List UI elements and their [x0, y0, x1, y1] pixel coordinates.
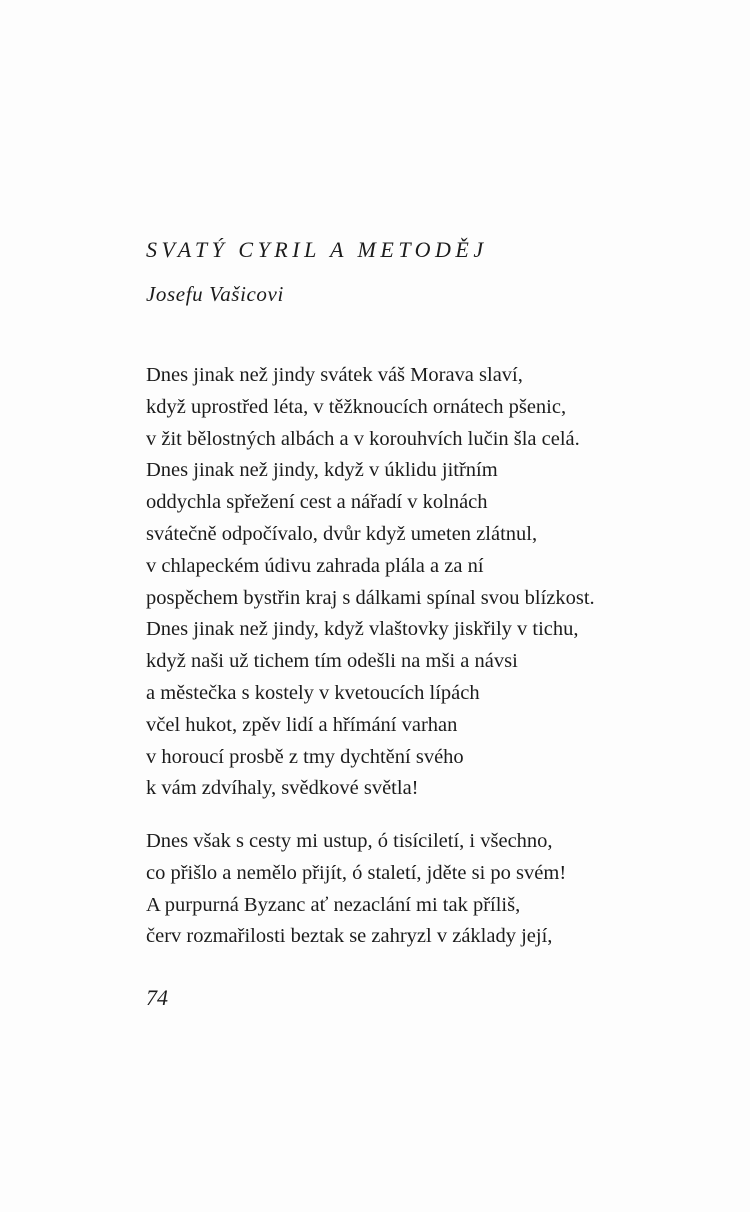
poem-line: v chlapeckém údivu zahrada plála a za ní	[146, 554, 484, 577]
poem-line: Dnes jinak než jindy, když v úklidu jitřním	[146, 459, 498, 482]
poem-line: k vám zdvíhaly, svědkové světla!	[146, 777, 419, 800]
stanza-2	[146, 826, 566, 953]
poem-line: svátečně odpočívalo, dvůr když umeten zlátnul,	[146, 522, 538, 545]
poem-line: pospěchem bystřin kraj s dálkami spínal svou blízkost.	[146, 586, 595, 609]
stanza-1	[146, 360, 595, 805]
poem-line: a městečka s kostely v kvetoucích lípách	[146, 681, 480, 704]
poem-line: když naši už tichem tím odešli na mši a návsi	[146, 650, 518, 673]
poem-line: co přišlo a nemělo přijít, ó staletí, jděte si po svém!	[146, 861, 567, 884]
poem-dedication: Josefu Vašicovi	[146, 282, 284, 306]
poem-line: když uprostřed léta, v těžknoucích ornátech pšenic,	[146, 395, 567, 418]
page-number: 74	[146, 985, 168, 1010]
poem-line: A purpurná Byzanc ať nezaclání mi tak příliš,	[146, 893, 521, 916]
poem-line: v žit bělostných albách a v korouhvích lučin šla celá.	[146, 427, 580, 450]
poem-line: červ rozmařilosti beztak se zahryzl v základy její,	[146, 925, 553, 948]
poem-line: včel hukot, zpěv lidí a hřímání varhan	[146, 713, 458, 736]
poem-line: Dnes jinak než jindy, když vlaštovky jiskřily v tichu,	[146, 618, 579, 641]
poem-line: v horoucí prosbě z tmy dychtění svého	[146, 745, 464, 768]
poem-line: Dnes však s cesty mi ustup, ó tisíciletí, i všechno,	[146, 830, 553, 852]
poem-line: oddychla spřežení cest a nářadí v kolnách	[146, 491, 488, 514]
poem-title: SVATÝ CYRIL A METODĚJ	[146, 237, 488, 262]
poem-line: Dnes jinak než jindy svátek váš Morava slaví,	[146, 364, 523, 386]
